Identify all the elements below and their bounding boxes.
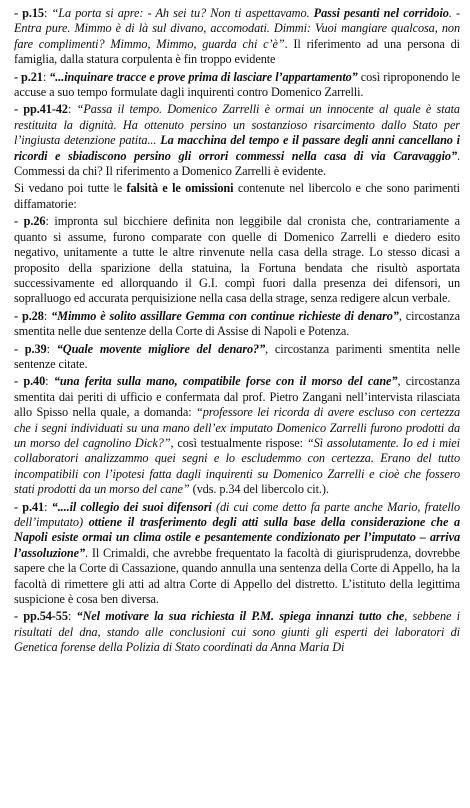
text-segment: :: [46, 341, 57, 356]
text-segment: - p.40: [14, 374, 46, 389]
text-segment: - pp.41-42: [14, 102, 68, 117]
text-segment: :: [67, 609, 77, 624]
text-segment: - p.15: [14, 6, 44, 20]
paragraph-p15: [14, 6, 460, 68]
text-segment: :: [45, 374, 54, 389]
text-segment: , circostanza smentita nelle due sentenze della Corte di Assise di Napoli e Potenza.: [14, 308, 461, 339]
text-segment: “Sì assolutamente. Io ed i miei collaboratori analizzammo quei segni e lo escludemmo con certezza. Erano del tutto incompatibili con l’ipotesi fatta dagli inquirenti su Domenico Zarrelli e cioè che fossero stati prodotti da un morso del cane”: [14, 435, 460, 497]
paragraph-p28: [14, 309, 460, 340]
text-segment: . - Entra pure. Mimmo è di là sul divano, accomodati. Dimmi: Vuoi mangiare qualcosa, non fare complimenti? Mimmo, Mimmo, guarda chi c’è”: [14, 6, 460, 51]
text-segment: :: [43, 6, 52, 20]
paragraph-pp41-42: [14, 102, 460, 179]
text-segment: (vds. p.34 del libercolo cit.).: [189, 482, 329, 497]
text-segment: Si vedano poi tutte le: [14, 181, 127, 196]
text-segment: - p.41: [14, 499, 45, 514]
paragraph-p40: [14, 374, 460, 497]
text-segment: , circostanza parimenti smentita nelle sentenze citate.: [14, 341, 460, 371]
paragraph-p26: [14, 214, 460, 306]
text-segment: :: [44, 499, 52, 514]
text-segment: - p.26: [14, 214, 46, 229]
text-segment: La macchina del tempo e il passare degli anni cancellano i ricordi e sbiadiscono persino gli orrori commessi nella casa di via Caravaggio”: [14, 133, 460, 163]
paragraph-p39: [14, 342, 460, 373]
text-segment: . Il riferimento ad una persona di famiglia, dalla statura corpulenta è fin troppo evidente: [14, 36, 460, 67]
text-segment: Passi pesanti nel corridoio: [313, 6, 449, 20]
text-segment: “La porta si apre: - Ah sei tu? Non ti aspettavamo.: [51, 6, 314, 20]
text-segment: :: [42, 69, 50, 84]
text-segment: così riproponendo le accuse a suo tempo formulate dagli inquirenti contro Domenico Zarrelli.: [14, 69, 460, 100]
text-segment: - p.28: [14, 308, 44, 323]
text-segment: “Quale movente migliore del denaro?”: [56, 341, 266, 356]
text-segment: “una ferita sulla mano, compatibile forse con il morso del cane”: [53, 374, 398, 389]
text-segment: - p.39: [14, 341, 47, 356]
text-segment: “...inquinare tracce e prove prima di lasciare l’appartamento”: [49, 69, 358, 84]
text-segment: “professore lei ricorda di avere escluso con certezza che i segni individuati su una mano dell’ex imputato Domenico Zarrelli furono prodotti da un morso del cagnolino Dick?”: [14, 405, 460, 450]
text-segment: : impronta sul bicchiere definita non leggibile dal cronista che, contrariamente a quanto si assume, furono comparate con quelle di Domenico Zarrelli e diedero esito negativo, unitamente a tutte le altre rinvenute nella casa della strage. Lo stesso dicasi a proposito della sparizione della statuina, la Fortuna bendata che risultò asportata successivamente ed allorquando il G.I. compì fuori dalla presenza dei difensori, un sopralluogo ed accurata perquisizione nella casa della strage, senza redigere alcun verbale.: [14, 214, 460, 306]
text-segment: “Passa il tempo. Domenico Zarrelli è ormai un innocente al quale è stata restituita la dignità. Ha ottenuto persino un sostanzioso risarcimento dallo Stato per l’ingiusta detenzione patita...: [14, 102, 460, 148]
text-segment: falsità e le omissioni: [126, 181, 234, 196]
text-segment: . Commessi da chi? Il riferimento a Domenico Zarrelli è evidente.: [14, 148, 460, 179]
paragraph-p41: [14, 500, 460, 608]
text-segment: , circostanza smentita dai periti di ufficio e confermata dal prof. Pietro Zangani nell’intervista rilasciata allo Spisso nella quale, a domanda:: [14, 374, 460, 420]
paragraph-pp54-55: [14, 609, 460, 655]
text-segment: ottiene il trasferimento degli atti sulla base della considerazione che a Napoli esiste ormai un clima ostile e pesantemente condizionato per l’imputato – arriva l’assoluzione”: [14, 515, 460, 560]
text-segment: , sebbene i risultati del dna, stando alle conclusioni cui sono giunti gli esperti dei laboratori di Genetica forense della Polizia di Stato coordinati da Anna Maria Di: [14, 609, 460, 655]
text-segment: “....il collegio dei suoi difensori: [51, 499, 212, 514]
text-segment: :: [67, 102, 77, 117]
text-segment: “Nel motivare la sua richiesta il P.M. spiega innanzi tutto che: [76, 609, 405, 624]
paragraph-falsita: [14, 181, 460, 212]
text-segment: contenute nel libercolo e che sono parimenti diffamatorie:: [14, 181, 460, 211]
paragraph-p21: [14, 70, 460, 101]
text-segment: “Mimmo è solito assillare Gemma con continue richieste di denaro”: [51, 308, 399, 323]
text-segment: (di cui come detto fa parte anche Mario, fratello dell’imputato): [14, 499, 460, 529]
text-segment: :: [43, 308, 52, 323]
text-segment: - pp.54-55: [14, 609, 68, 624]
text-segment: , così testualmente rispose:: [170, 435, 307, 450]
text-segment: - p.21: [14, 69, 43, 84]
text-segment: . Il Crimaldi, che avrebbe frequentato la facoltà di giurisprudenza, dovrebbe sapere che la Corte di Cassazione, quando annulla una sentenza della Corte di Appello, ha la facoltà di rimettere gli atti ad altra Corte di Appello del distretto. L’istituto della legittima suspicione è cosa ben diversa.: [14, 545, 460, 607]
